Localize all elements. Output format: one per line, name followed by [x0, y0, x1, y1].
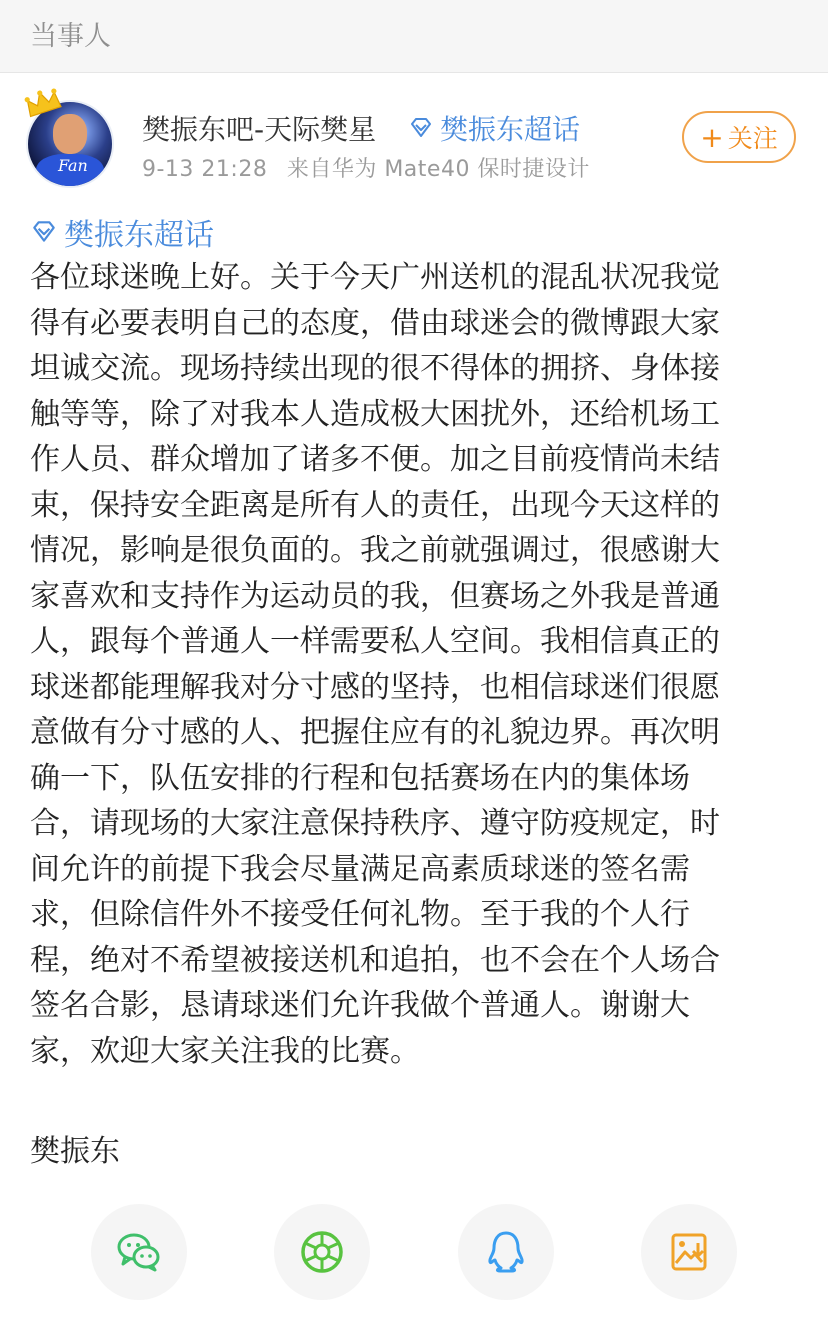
- section-title: 当事人: [30, 21, 111, 52]
- plus-icon: +: [700, 120, 724, 154]
- author-name[interactable]: 樊振东吧-天际樊星: [142, 113, 377, 146]
- share-wechat-button[interactable]: [91, 1204, 187, 1300]
- save-image-icon: [664, 1227, 714, 1277]
- topic-tag-label: 樊振东超话: [64, 218, 214, 253]
- share-qq-button[interactable]: [458, 1204, 554, 1300]
- moments-icon: [297, 1227, 347, 1277]
- avatar-signature: Fan: [58, 156, 88, 175]
- share-bar: [0, 1196, 828, 1306]
- wechat-icon: [114, 1227, 164, 1277]
- diamond-icon: [408, 115, 434, 141]
- diamond-icon: [30, 218, 58, 246]
- post-timestamp: 9-13 21:28: [142, 157, 268, 182]
- follow-button[interactable]: [682, 111, 796, 163]
- section-header: [0, 0, 828, 73]
- post-signature: 樊振东: [30, 1134, 120, 1169]
- post-body-text: 各位球迷晚上好。关于今天广州送机的混乱状况我觉 得有必要表明自己的态度，借由球迷会的微博跟大家 坦诚交流。现场持续出现的很不得体的拥挤、身体接 触等等，除了对我本人造成极大困扰外，还给机场工 作人员、群众增加了诸多不便。加之目前疫情尚未结 束，保持安全距离是所有人的责任，出现今天这样的 情况，影响是很负面的。我之前就强调过，很感谢大 家喜欢和支持作为运动员的我，但赛场之外我是普通 人，跟每个普通人一样需要私人空间。我相信真正的 球迷都能理解我对分寸感的坚持，也相信球迷们很愿 意做有分寸感的人、把握住应有的礼貌边界。再次明 确一下，队伍安排的行程和包括赛场在内的集体场 合，请现场的大家注意保持秩序、遵守防疫规定，时 间允许的前提下我会尽量满足高素质球迷的签名需 求，但除信件外不接受任何礼物。至于我的个人行 程，绝对不希望被接送机和追拍，也不会在个人场合 签名合影，恳请球迷们允许我做个普通人。谢谢大 家，欢迎大家关注我的比赛。: [30, 260, 720, 1069]
- post-source: 来自华为 Mate40 保时捷设计: [286, 157, 590, 182]
- qq-icon: [481, 1227, 531, 1277]
- share-moments-button[interactable]: [274, 1204, 370, 1300]
- topic-tag-link[interactable]: [30, 210, 214, 254]
- avatar[interactable]: [26, 100, 114, 188]
- super-topic-link[interactable]: [408, 108, 580, 148]
- super-topic-label: 樊振东超话: [440, 113, 581, 146]
- avatar-face: [53, 114, 87, 154]
- follow-label: 关注: [727, 124, 778, 153]
- save-image-button[interactable]: [641, 1204, 737, 1300]
- post-header: [0, 72, 828, 202]
- post-meta: [142, 152, 590, 183]
